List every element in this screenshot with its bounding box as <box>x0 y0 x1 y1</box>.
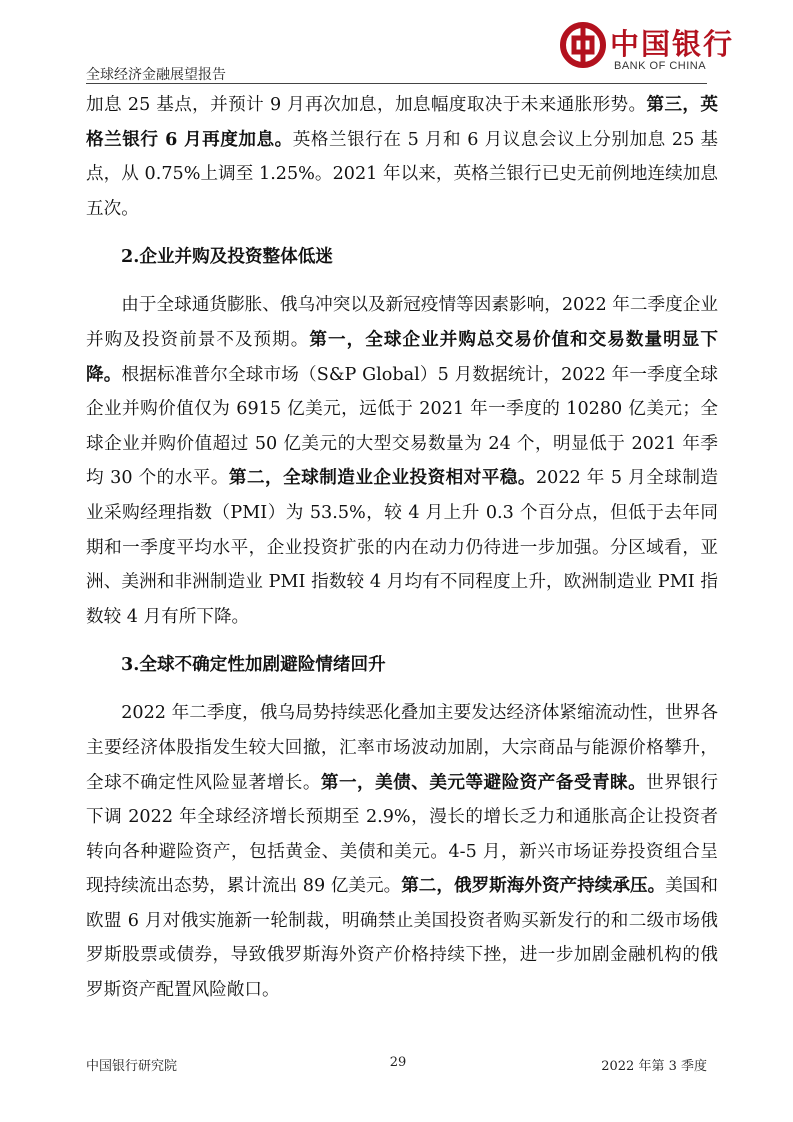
bank-emblem-icon <box>558 20 608 70</box>
emphasis-text: 第一，美债、美元等避险资产备受青睐。 <box>320 771 647 793</box>
body-text: 英格兰银行在 5 月和 6 月议息会议上分别加息 25 基点，从 0.75%上调至 1.25%。2021 年以来，英格兰银行已史无前例地连续加息五次。 <box>86 129 718 219</box>
paragraph-risk-aversion <box>86 696 718 1007</box>
body-text: 根据标准普尔全球市场（S&P Global）5 月数据统计，2022 年一季度全球企业并购价值仅为 6915 亿美元，远低于 2021 年一季度的 10280 亿美元；全球企业并购价值超过 50 亿美元的大型交易数量为 24 个，明显低于 2021 年季均 30 个的水平。 <box>86 364 718 489</box>
logo-english-name: BANK OF CHINA <box>614 60 707 72</box>
body-text: 美国和欧盟 6 月对俄实施新一轮制裁，明确禁止美国投资者购买新发行的和二级市场俄罗斯股票或债券，导致俄罗斯海外资产价格持续下挫，进一步加剧金融机构的俄罗斯资产配置风险敞口。 <box>86 876 718 1001</box>
main-content <box>86 88 718 1008</box>
body-text: 由于全球通货膨胀、俄乌冲突以及新冠疫情等因素影响，2022 年二季度企业并购及投资前景不及预期。 <box>86 295 718 350</box>
footer-institution: 中国银行研究院 <box>86 1059 178 1074</box>
report-title: 全球经济金融展望报告 <box>86 67 226 83</box>
header-divider <box>86 83 707 84</box>
paragraph-rate-hikes <box>86 88 718 226</box>
footer-period: 2022 年第 3 季度 <box>601 1059 707 1074</box>
page-number: 29 <box>389 1055 407 1070</box>
emphasis-text: 第三，英格兰银行 6 月再度加息。 <box>86 94 718 150</box>
emphasis-text: 第二，俄罗斯海外资产持续承压。 <box>401 875 666 897</box>
body-text: 世界银行下调 2022 年全球经济增长预期至 2.9%，漫长的增长乏力和通胀高企让投资者转向各种避险资产，包括黄金、美债和美元。4-5 月，新兴市场证券投资组合呈现持续流出态势，累计流出 89 亿美元。 <box>86 772 718 897</box>
emphasis-text: 第一，全球企业并购总交易价值和交易数量明显下降。 <box>86 328 718 385</box>
body-text: 加息 25 基点，并预计 9 月再次加息，加息幅度取决于未来通胀形势。 <box>86 95 647 115</box>
section-heading-risk-aversion: 3.全球不确定性加剧避险情绪回升 <box>121 654 386 676</box>
section-heading-mna: 2.企业并购及投资整体低迷 <box>121 246 333 268</box>
body-text: 2022 年二季度，俄乌局势持续恶化叠加主要发达经济体紧缩流动性，世界各主要经济体股指发生较大回撤，汇率市场波动加剧，大宗商品与能源价格攀升，全球不确定性风险显著增长。 <box>86 703 718 793</box>
paragraph-mna-investment <box>86 288 718 634</box>
logo-chinese-name: 中国银行 <box>610 27 735 61</box>
body-text: 2022 年 5 月全球制造业采购经理指数（PMI）为 53.5%，较 4 月上升 0.3 个百分点，但低于去年同期和一季度平均水平，企业投资扩张的内在动力仍待进一步加强。分区域看，亚洲、美洲和非洲制造业 PMI 指数较 4 月均有不同程度上升，欧洲制造业 PMI 指数较 4 月有所下降。 <box>86 468 719 627</box>
bank-logo <box>558 20 735 80</box>
emphasis-text: 第二，全球制造业企业投资相对平稳。 <box>228 467 536 489</box>
